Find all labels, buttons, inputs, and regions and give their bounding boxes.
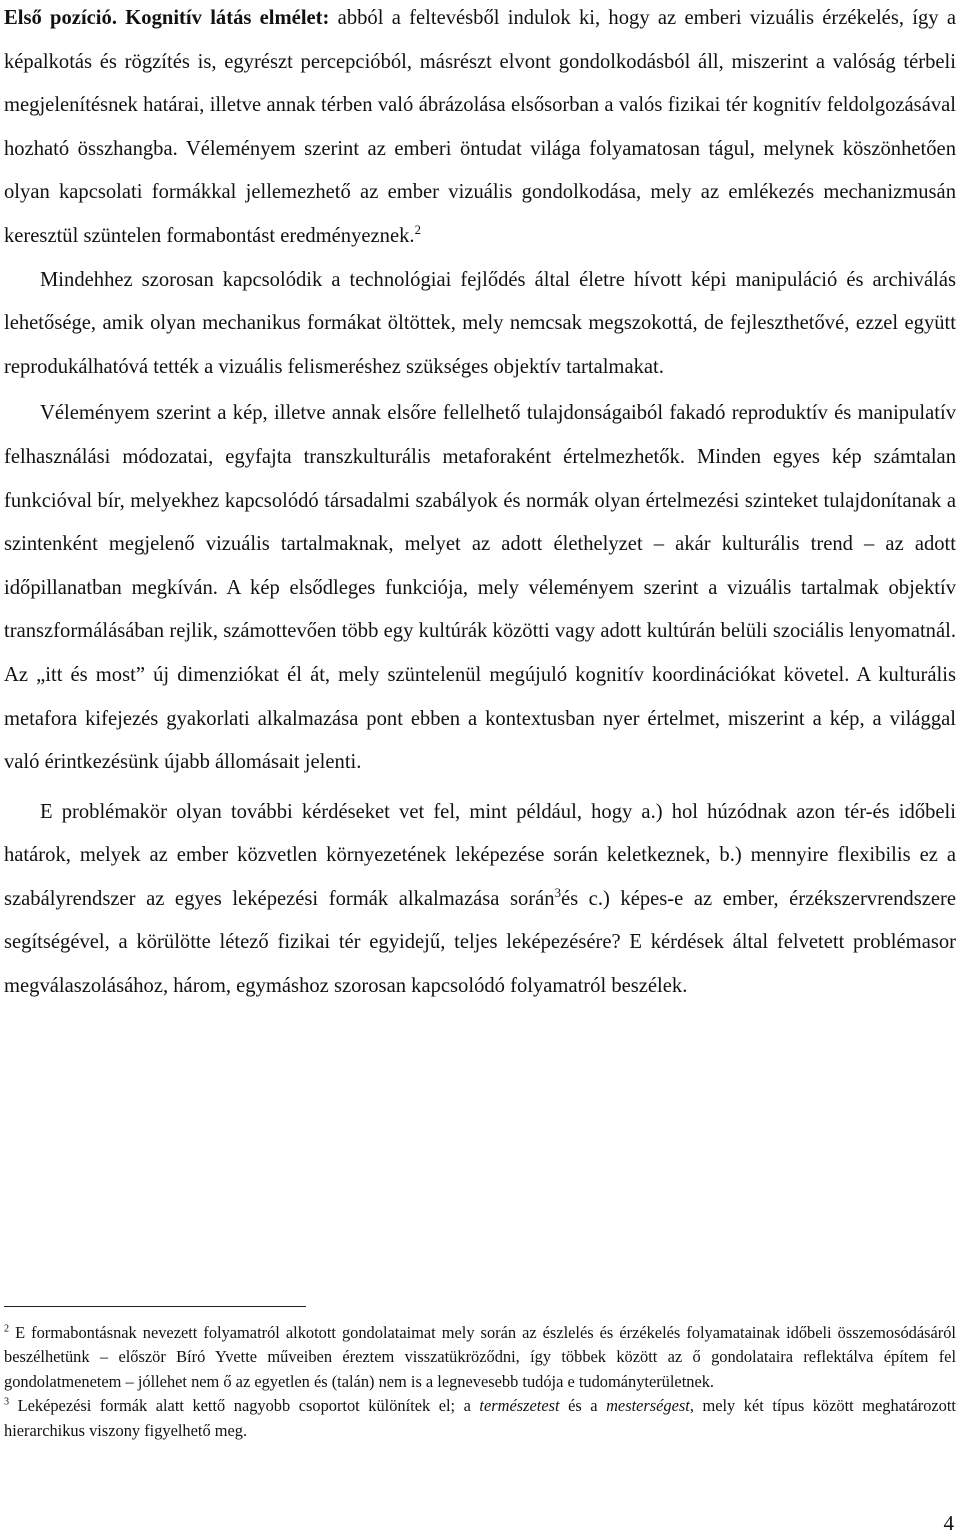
- footnote-emphasis: mesterségest: [606, 1396, 690, 1416]
- paragraph-text: E problémakör olyan további kérdéseket vet fel, mint például, hogy a.) hol húzódnak azon tér-és időbeli határok, melyek az ember közvetlen környezetének leképezése során keletkeznek, b.) mennyire flexibilis ez a szabályrendszer az egyes leképezési formák alkalmazása során: [4, 800, 956, 910]
- paragraph-cognitive-vision: [4, 0, 956, 259]
- page-number: 4: [943, 1511, 954, 1535]
- footnotes: [4, 1321, 956, 1443]
- footnote-text: és a: [559, 1396, 607, 1416]
- footnote-ref-2[interactable]: 2: [414, 223, 421, 238]
- document-page: [4, 0, 956, 1009]
- section-lead: Első pozíció. Kognitív látás elmélet:: [4, 7, 330, 29]
- footnote-separator: [4, 1306, 306, 1307]
- footnote-text: , mely két típus között meghatározott hierarchikus viszony figyelhető meg.: [4, 1396, 956, 1440]
- paragraph-text: és c.) képes-e az ember, érzékszervrendszere segítségével, a körülötte létező fizikai tér egyidejű, teljes leképezésére? E kérdések által felvetett problémasor megválaszolásához, három, egymáshoz szorosan kapcsolódó folyamatról beszélek.: [4, 887, 956, 998]
- footnote-number: 3: [4, 1396, 10, 1408]
- paragraph-questions: [4, 791, 956, 1009]
- footnote-text: Leképezési formák alatt kettő nagyobb csoportot különítek el; a: [9, 1396, 480, 1416]
- paragraph-image-metaphor: [4, 392, 956, 784]
- footnote-ref-3[interactable]: 3: [554, 886, 561, 901]
- paragraph-technology: [4, 259, 956, 390]
- footnote-number: 2: [4, 1323, 10, 1335]
- footnote-text: E formabontásnak nevezett folyamatról alkotott gondolataimat mely során az észlelés és érzékelés folyamatainak időbeli összemosódásáról beszélhetünk – először Bíró Yvette műveiben éreztem visszatükröződni, így többek között az ő gondolataira reflektálva építem fel gondolatmenetem – jóllehet nem ő az egyetlen és (talán) nem is a legnevesebb tudója e tudományterületnek.: [4, 1323, 956, 1391]
- footnote-2: [4, 1321, 956, 1394]
- paragraph-text: Véleményem szerint a kép, illetve annak elsőre fellelhető tulajdonságaiból fakadó reproduktív és manipulatív felhasználási módozatai, egyfajta transzkulturális metaforaként értelmezhetők. Minden egyes kép számtalan funkcióval bír, melyekhez kapcsolódó társadalmi szabályok és normák olyan értelmezési szinteket tulajdonítanak a szintenként megjelenő vizuális tartalmaknak, melyet az adott élethelyzet – akár kulturális trend – az adott időpillanatban megkíván. A kép elsődleges funkciója, mely véleményem szerint a vizuális tartalmak objektív transzformálásában rejlik, számottevően több egy kultúrák közötti vagy adott kultúrán belüli szociális lenyomatnál. Az „itt és most” új dimenziókat él át, mely szüntelenül megújuló kognitív koordinációkat követel. A kulturális metafora kifejezés gyakorlati alkalmazása pont ebben a kontextusban nyer értelmet, miszerint a kép, a világgal való érintkezésünk újabb állomásait jelenti.: [4, 402, 956, 774]
- paragraph-text: Mindehhez szorosan kapcsolódik a technológiai fejlődés által életre hívott képi manipuláció és archiválás lehetősége, amik olyan mechanikus formákat öltöttek, mely nemcsak megszokottá, de fejleszthetővé, ezzel együtt reprodukálhatóvá tették a vizuális felismeréshez szükséges objektív tartalmakat.: [4, 268, 956, 378]
- footnote-3: [4, 1394, 956, 1443]
- footnote-emphasis: természetest: [479, 1396, 560, 1416]
- paragraph-text: abból a feltevésből indulok ki, hogy az emberi vizuális érzékelés, így a képalkotás és rögzítés is, egyrészt percepcióból, másrészt elvont gondolkodásból áll, miszerint a valóság térbeli megjelenítésnek határai, illetve annak térben való ábrázolása elsősorban a valós fizikai tér kognitív feldolgozásával hozható összhangba. Véleményem szerint az emberi öntudat világa folyamatosan tágul, melynek köszönhetően olyan kapcsolati formákkal jellemezhető az ember vizuális gondolkodása, mely az emlékezés mechanizmusán keresztül szüntelen formabontást eredményeznek.: [4, 7, 957, 247]
